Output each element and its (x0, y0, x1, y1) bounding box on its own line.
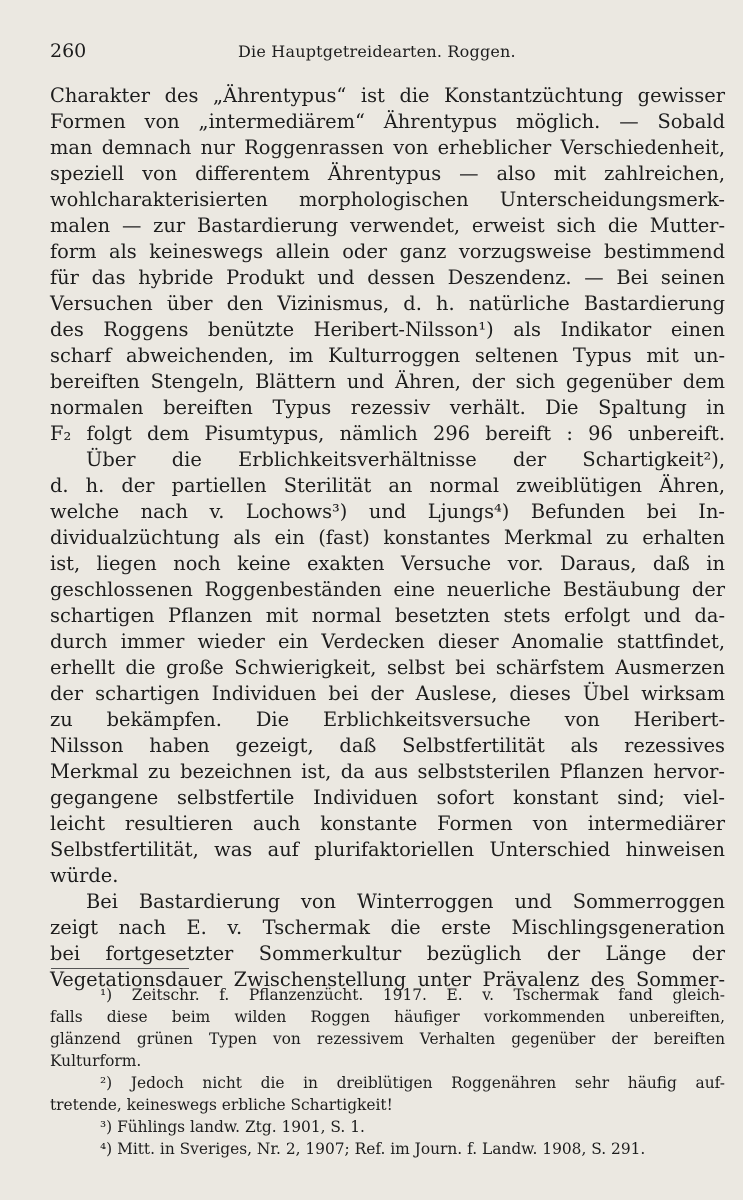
footnote-line: ¹) Zeitschr. f. Pflanzenzücht. 1917. E. v. Tschermak fand gleich- (100, 986, 725, 1004)
text-line: Versuchen über den Vizinismus, d. h. natürliche Bastardierung (50, 292, 725, 315)
text-line: Vegetationsdauer Zwischenstellung unter Prävalenz des Sommer- (50, 968, 725, 991)
text-line: form als keineswegs allein oder ganz vorzugsweise bestimmend (50, 240, 725, 263)
text-line: schartigen Pflanzen mit normal besetzten stets erfolgt und da- (50, 604, 725, 627)
running-title: Die Hauptgetreidearten. Roggen. (238, 42, 516, 61)
text-line: für das hybride Produkt und dessen Deszendenz. — Bei seinen (50, 266, 725, 289)
page-header (50, 40, 690, 66)
text-line: zeigt nach E. v. Tschermak die erste Mischlingsgeneration (50, 916, 725, 939)
text-line: durch immer wieder ein Verdecken dieser Anomalie stattfindet, (50, 630, 725, 653)
text-line: scharf abweichenden, im Kulturroggen seltenen Typus mit un- (50, 344, 725, 367)
text-line: erhellt die große Schwierigkeit, selbst bei schärfstem Ausmerzen (50, 656, 725, 679)
text-line: speziell von differentem Ährentypus — also mit zahlreichen, (50, 162, 725, 185)
footnote-line: glänzend grünen Typen von rezessivem Verhalten gegenüber der bereiften (50, 1030, 725, 1048)
text-line: d. h. der partiellen Sterilität an normal zweiblütigen Ähren, (50, 474, 725, 497)
text-line: der schartigen Individuen bei der Auslese, dieses Übel wirksam (50, 682, 725, 705)
page-number: 260 (50, 40, 87, 62)
text-line: Nilsson haben gezeigt, daß Selbstfertilität als rezessives (50, 734, 725, 757)
footnote-line: ³) Fühlings landw. Ztg. 1901, S. 1. (100, 1118, 365, 1136)
body-text (50, 83, 725, 993)
text-line: geschlossenen Roggenbeständen eine neuerliche Bestäubung der (50, 578, 725, 601)
text-line: Formen von „intermediärem“ Ährentypus möglich. — Sobald (50, 110, 725, 133)
footnotes (50, 984, 725, 1160)
text-line: Selbstfertilität, was auf plurifaktoriellen Unterschied hinweisen (50, 838, 725, 861)
text-line: leicht resultieren auch konstante Formen von intermediärer (50, 812, 725, 835)
text-line: des Roggens benützte Heribert-Nilsson¹) als Indikator einen (50, 318, 725, 341)
text-line: normalen bereiften Typus rezessiv verhält. Die Spaltung in (50, 396, 725, 419)
text-line: malen — zur Bastardierung verwendet, erweist sich die Mutter- (50, 214, 725, 237)
text-line: man demnach nur Roggenrassen von erheblicher Verschiedenheit, (50, 136, 725, 159)
text-line: F₂ folgt dem Pisumtypus, nämlich 296 bereift : 96 unbereift. (50, 422, 725, 445)
text-line: dividualzüchtung als ein (fast) konstantes Merkmal zu erhalten (50, 526, 725, 549)
text-line: ist, liegen noch keine exakten Versuche vor. Daraus, daß in (50, 552, 725, 575)
text-line: welche nach v. Lochows³) und Ljungs⁴) Befunden bei In- (50, 500, 725, 523)
text-line: Merkmal zu bezeichnen ist, da aus selbststerilen Pflanzen hervor- (50, 760, 725, 783)
text-line: bei fortgesetzter Sommerkultur bezüglich der Länge der (50, 942, 725, 965)
footnote-line: ⁴) Mitt. in Sveriges, Nr. 2, 1907; Ref. im Journ. f. Landw. 1908, S. 291. (100, 1140, 646, 1158)
footnote-line: falls diese beim wilden Roggen häufiger vorkommenden unbereiften, (50, 1008, 725, 1026)
footnote-line: tretende, keineswegs erbliche Schartigkeit! (50, 1096, 393, 1114)
footnote-divider (51, 968, 189, 969)
footnote-line: ²) Jedoch nicht die in dreiblütigen Roggenähren sehr häufig auf- (100, 1074, 725, 1092)
text-line: Bei Bastardierung von Winterroggen und Sommerroggen (86, 890, 725, 913)
footnote-line: Kulturform. (50, 1052, 142, 1070)
text-line: wohlcharakterisierten morphologischen Unterscheidungsmerk- (50, 188, 725, 211)
text-line: bereiften Stengeln, Blättern und Ähren, der sich gegenüber dem (50, 370, 725, 393)
text-line: würde. (50, 864, 119, 887)
text-line: Charakter des „Ährentypus“ ist die Konstantzüchtung gewisser (50, 84, 725, 107)
text-line: Über die Erblichkeitsverhältnisse der Schartigkeit²), (86, 448, 725, 471)
text-line: zu bekämpfen. Die Erblichkeitsversuche von Heribert- (50, 708, 725, 731)
text-line: gegangene selbstfertile Individuen sofort konstant sind; viel- (50, 786, 725, 809)
